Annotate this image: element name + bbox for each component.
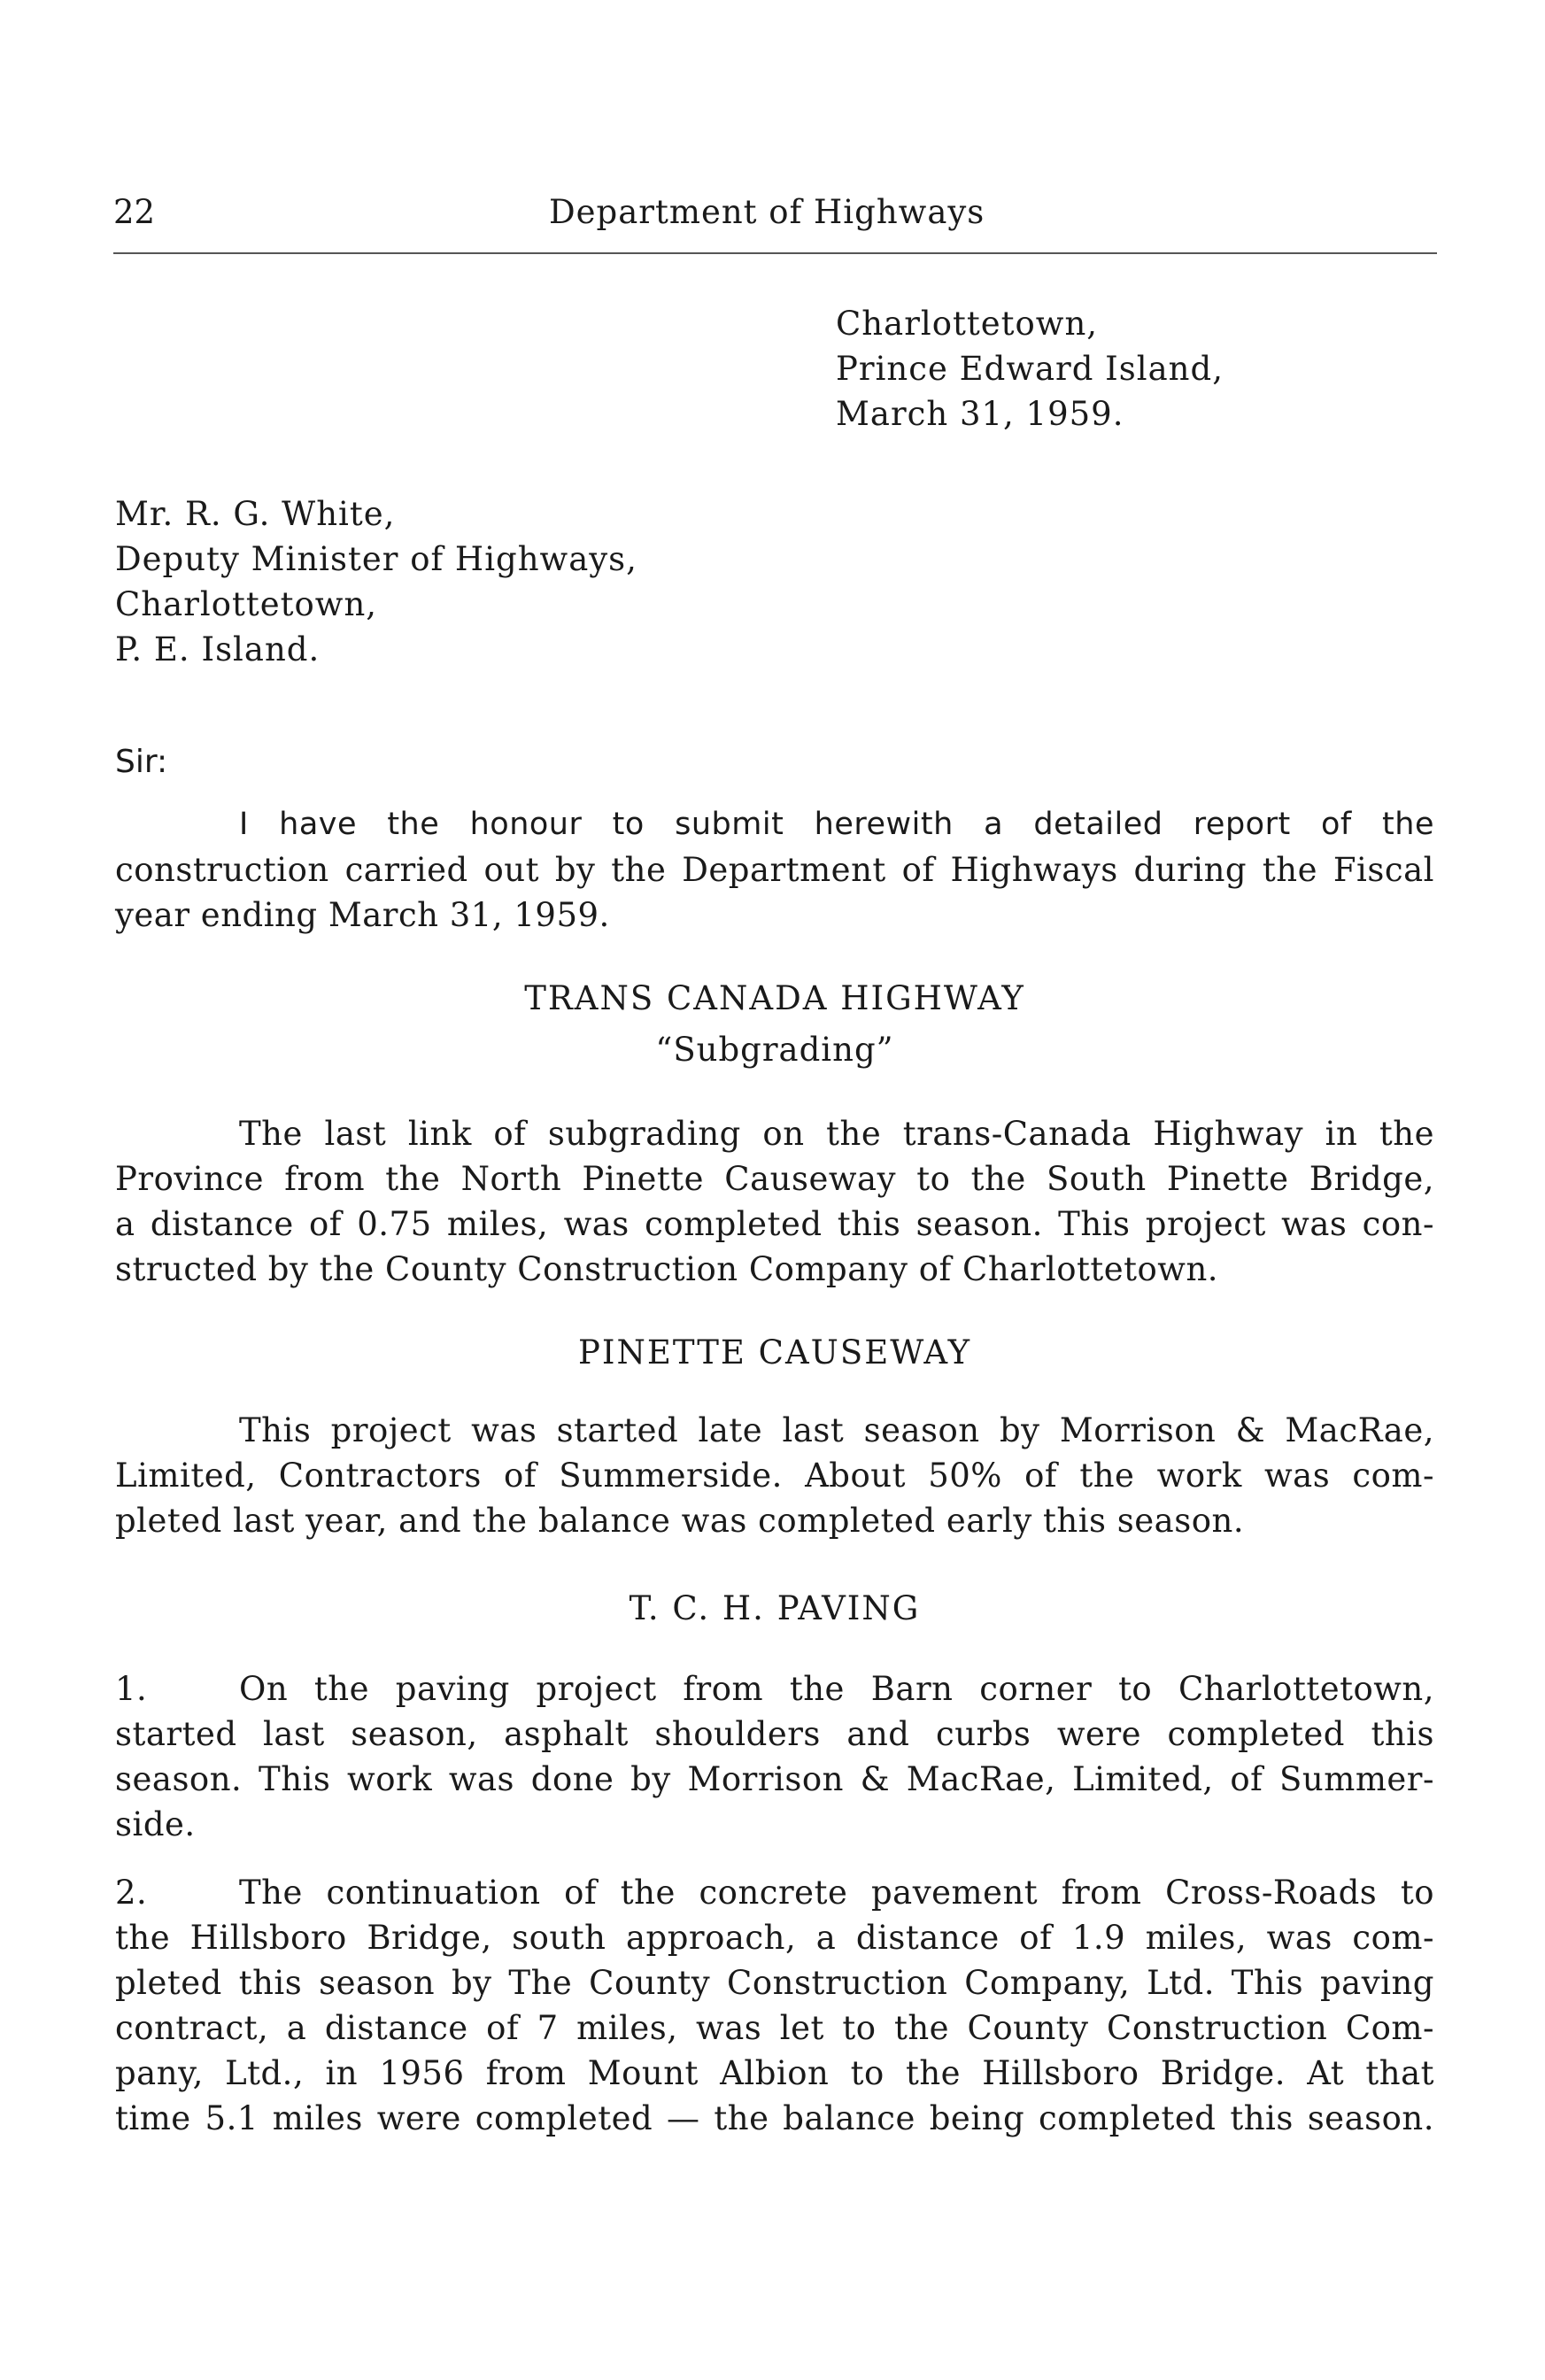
paragraph-line: Province from the North Pinette Causeway to the South Pinette Bridge,: [115, 1160, 1434, 1198]
paragraph-line: Limited, Contractors of Summerside. About 50% of the work was com-: [115, 1457, 1434, 1495]
addressee-name: Mr. R. G. White,: [115, 495, 396, 533]
item-text: The continuation of the concrete pavement from Cross-Roads to: [239, 1874, 1434, 1912]
salutation: Sir:: [115, 744, 168, 780]
paragraph-line: pleted last year, and the balance was completed early this season.: [115, 1502, 1245, 1540]
intro-line: I have the honour to submit herewith a detailed report of the: [239, 807, 1434, 842]
paragraph-causeway: [115, 1408, 1434, 1543]
place-line: Prince Edward Island,: [836, 350, 1224, 388]
paragraph-line: contract, a distance of 7 miles, was let to the County Construction Com-: [115, 2009, 1434, 2047]
paragraph-line: pleted this season by The County Construction Company, Ltd. This paving: [115, 1964, 1434, 2002]
place-line: Charlottetown,: [836, 305, 1099, 343]
addressee-province: P. E. Island.: [115, 630, 321, 668]
page-number: 22: [113, 193, 156, 231]
paragraph-line: the Hillsboro Bridge, south approach, a distance of 1.9 miles, was com-: [115, 1919, 1434, 1957]
item-number: 2.: [115, 1874, 148, 1912]
paragraph-line: time 5.1 miles were completed — the balance being completed this season.: [115, 2099, 1434, 2137]
paragraph-line: This project was started late last season by Morrison & MacRae,: [239, 1411, 1434, 1449]
paragraph-line: pany, Ltd., in 1956 from Mount Albion to the Hillsboro Bridge. At that: [115, 2054, 1434, 2092]
addressee-block: [115, 491, 637, 672]
section-heading-pinette-causeway: PINETTE CAUSEWAY: [577, 1333, 972, 1372]
running-head: Department of Highways: [549, 193, 985, 231]
paragraph-subgrading: [115, 1111, 1434, 1292]
paving-item-1: [115, 1666, 1434, 1847]
paragraph-line: The last link of subgrading on the trans-Canada Highway in the: [239, 1115, 1434, 1153]
paragraph-line: started last season, asphalt shoulders and curbs were completed this: [115, 1715, 1434, 1753]
section-heading-tch-paving: T. C. H. PAVING: [629, 1589, 921, 1627]
paving-item-2: [115, 1870, 1434, 2141]
intro-line: year ending March 31, 1959.: [115, 896, 610, 934]
intro-paragraph: [115, 802, 1434, 938]
place-date-block: [836, 301, 1224, 437]
paragraph-line: a distance of 0.75 miles, was completed this season. This project was con-: [115, 1205, 1434, 1243]
paragraph-line: [115, 1666, 1434, 1712]
item-number: 1.: [115, 1670, 148, 1708]
date-line: March 31, 1959.: [836, 395, 1124, 433]
item-text: On the paving project from the Barn corner to Charlottetown,: [239, 1670, 1434, 1708]
header-rule: [113, 252, 1437, 254]
section-heading-trans-canada: TRANS CANADA HIGHWAY: [524, 979, 1025, 1017]
paragraph-line: [115, 1870, 1434, 1915]
addressee-title: Deputy Minister of Highways,: [115, 540, 637, 578]
intro-line: construction carried out by the Department of Highways during the Fiscal: [115, 851, 1434, 889]
paragraph-line: side.: [115, 1805, 196, 1843]
section-subheading-subgrading: “Subgrading”: [655, 1031, 894, 1069]
addressee-city: Charlottetown,: [115, 585, 378, 623]
paragraph-line: structed by the County Construction Company of Charlottetown.: [115, 1250, 1219, 1288]
paragraph-line: season. This work was done by Morrison & MacRae, Limited, of Summer-: [115, 1760, 1434, 1798]
